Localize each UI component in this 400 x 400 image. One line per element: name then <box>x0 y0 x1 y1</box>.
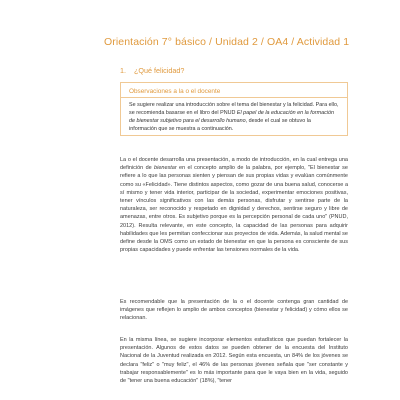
section-number: 1. <box>120 66 126 75</box>
document-header: Orientación 7° básico / Unidad 2 / OA4 / Actividad 1 <box>104 36 350 48</box>
teacher-notes-book-title: El papel de la educación en la formación de bienestar subjetivo para el desarrollo humano <box>129 110 334 124</box>
paragraph-emphasis: bienestar <box>154 165 177 172</box>
body-paragraph-3: En la misma línea, se sugiere incorporar elementos estadísticos que puedan fortalecer la presentación. Algunos de estos datos se pueden obtener de la encuesta del Instituto Nacional de la Juventud realizada en 2012. Según esta encuesta, un 84% de los jóvenes se declara "feliz" o "muy feliz", el 46% de las personas jóvenes señala que "ser constante y trabajar responsablemente" es lo más importante para que le vaya bien en la vida, seguido de "tener una buena educación" (18%), "tener <box>120 337 348 385</box>
teacher-notes-title: Observaciones a la o el docente <box>129 88 221 95</box>
section-heading <box>120 66 184 75</box>
teacher-notes-divider <box>121 97 347 98</box>
body-paragraph-1 <box>120 156 348 254</box>
teacher-notes-text-part: , desde el cual se obtuvo la información que se muestra a continuación. <box>129 118 311 132</box>
paragraph-text: en el concepto amplio de la palabra, por ejemplo, "El bienestar se refiere a lo que las personas sienten y piensan de sus propias vidas y evalúan comúnmente como su «Felicidad». Tiene distintos aspectos, como gozar de una buena salud, conocerse a sí mismo y tener vida interior, participar de la sociedad, experimentar emociones positivas, tener vínculos significativos con las demás personas, disfrutar y sentirse parte de la naturaleza, ser reconocido y respetado en dignidad y derechos, sentirse seguro y libre de amenazas, entre otros. Es subjetivo porque es la percepción personal de cada uno" (PNUD, 2012). Resulta relevante, en este concepto, la capacidad de las personas para adquirir habilidades que les permitan confeccionar sus proyectos de vida. Además, la salud mental se define desde la OMS como un estado de bienestar en que la persona es consciente de sus propias capacidades y puede enfrentar las tensiones normales de la vida. <box>120 165 348 254</box>
paragraph-text: La o el docente desarrolla una presentación, a modo de introducción, en la cual entrega una definición de <box>120 157 348 172</box>
teacher-notes-box <box>120 82 348 136</box>
body-paragraph-2: Es recomendable que la presentación de la o el docente contenga gran cantidad de imágenes que reflejen lo amplio de ambos conceptos (bienestar y felicidad) y cómo ellos se relacionan. <box>120 299 348 322</box>
teacher-notes-text <box>129 101 339 133</box>
section-title: ¿Qué felicidad? <box>134 66 185 75</box>
teacher-notes-text-part: Se sugiere realizar una introducción sobre el tema del bienestar y la felicidad. Para ello, se recomienda basarse en el libro del PNUD <box>129 102 339 116</box>
